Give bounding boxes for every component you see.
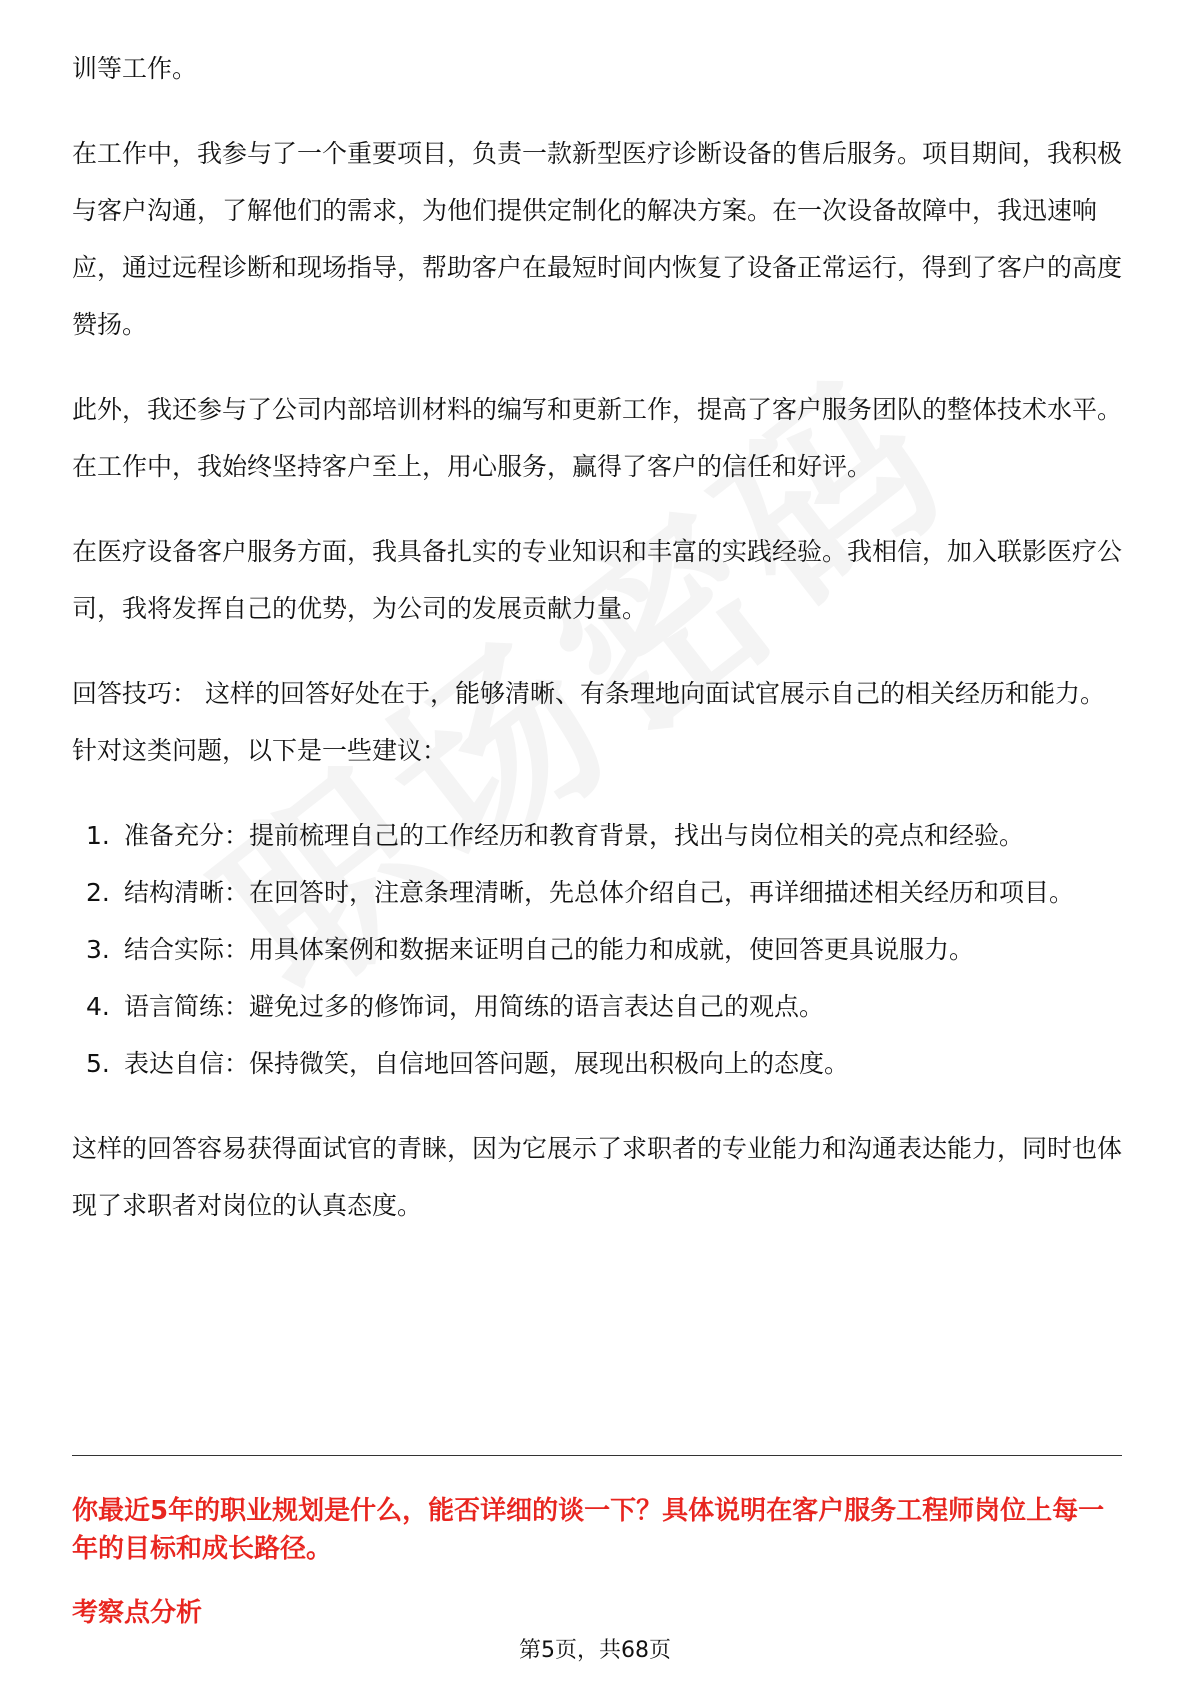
paragraph-conclusion: 这样的回答容易获得面试官的青睐，因为它展示了求职者的专业能力和沟通表达能力，同时也体现了求职者对岗位的认真态度。 [72, 1134, 1123, 1220]
analysis-heading: 考察点分析 [72, 1598, 203, 1628]
list-number: 5. [86, 1049, 110, 1078]
list-text: 语言简练：避免过多的修饰词，用简练的语言表达自己的观点。 [124, 992, 825, 1021]
list-number: 1. [86, 821, 110, 850]
list-item [72, 1035, 1122, 1092]
list-text: 结合实际：用具体案例和数据来证明自己的能力和成就，使回答更具说服力。 [124, 935, 975, 964]
list-item [72, 921, 1122, 978]
tips-list [72, 807, 1122, 1092]
list-number: 3. [86, 935, 110, 964]
paragraph-experience: 在医疗设备客户服务方面，我具备扎实的专业知识和丰富的实践经验。我相信，加入联影医疗公司，我将发挥自己的优势，为公司的发展贡献力量。 [72, 537, 1123, 623]
document-body [72, 40, 1122, 1262]
list-item [72, 864, 1122, 921]
paragraph-project: 在工作中，我参与了一个重要项目，负责一款新型医疗诊断设备的售后服务。项目期间，我积极与客户沟通，了解他们的需求，为他们提供定制化的解决方案。在一次设备故障中，我迅速响应，通过远程诊断和现场指导，帮助客户在最短时间内恢复了设备正常运行，得到了客户的高度赞扬。 [72, 139, 1123, 339]
paragraph-training: 此外，我还参与了公司内部培训材料的编写和更新工作，提高了客户服务团队的整体技术水平。在工作中，我始终坚持客户至上，用心服务，赢得了客户的信任和好评。 [72, 395, 1123, 481]
list-text: 结构清晰：在回答时，注意条理清晰，先总体介绍自己，再详细描述相关经历和项目。 [124, 878, 1075, 907]
list-text: 准备充分：提前梳理自己的工作经历和教育背景，找出与岗位相关的亮点和经验。 [124, 821, 1025, 850]
paragraph-continuation: 训等工作。 [72, 54, 198, 83]
page-footer: 第5页，共68页 [519, 1638, 671, 1663]
list-number: 2. [86, 878, 110, 907]
question-heading: 你最近5年的职业规划是什么，能否详细的谈一下？具体说明在客户服务工程师岗位上每一年的目标和成长路径。 [72, 1496, 1105, 1564]
list-text: 表达自信：保持微笑，自信地回答问题，展现出积极向上的态度。 [124, 1049, 850, 1078]
list-item [72, 978, 1122, 1035]
list-number: 4. [86, 992, 110, 1021]
list-item [72, 807, 1122, 864]
paragraph-answer-tips: 回答技巧： 这样的回答好处在于，能够清晰、有条理地向面试官展示自己的相关经历和能力。针对这类问题，以下是一些建议： [72, 679, 1105, 765]
section-divider [72, 1455, 1122, 1456]
